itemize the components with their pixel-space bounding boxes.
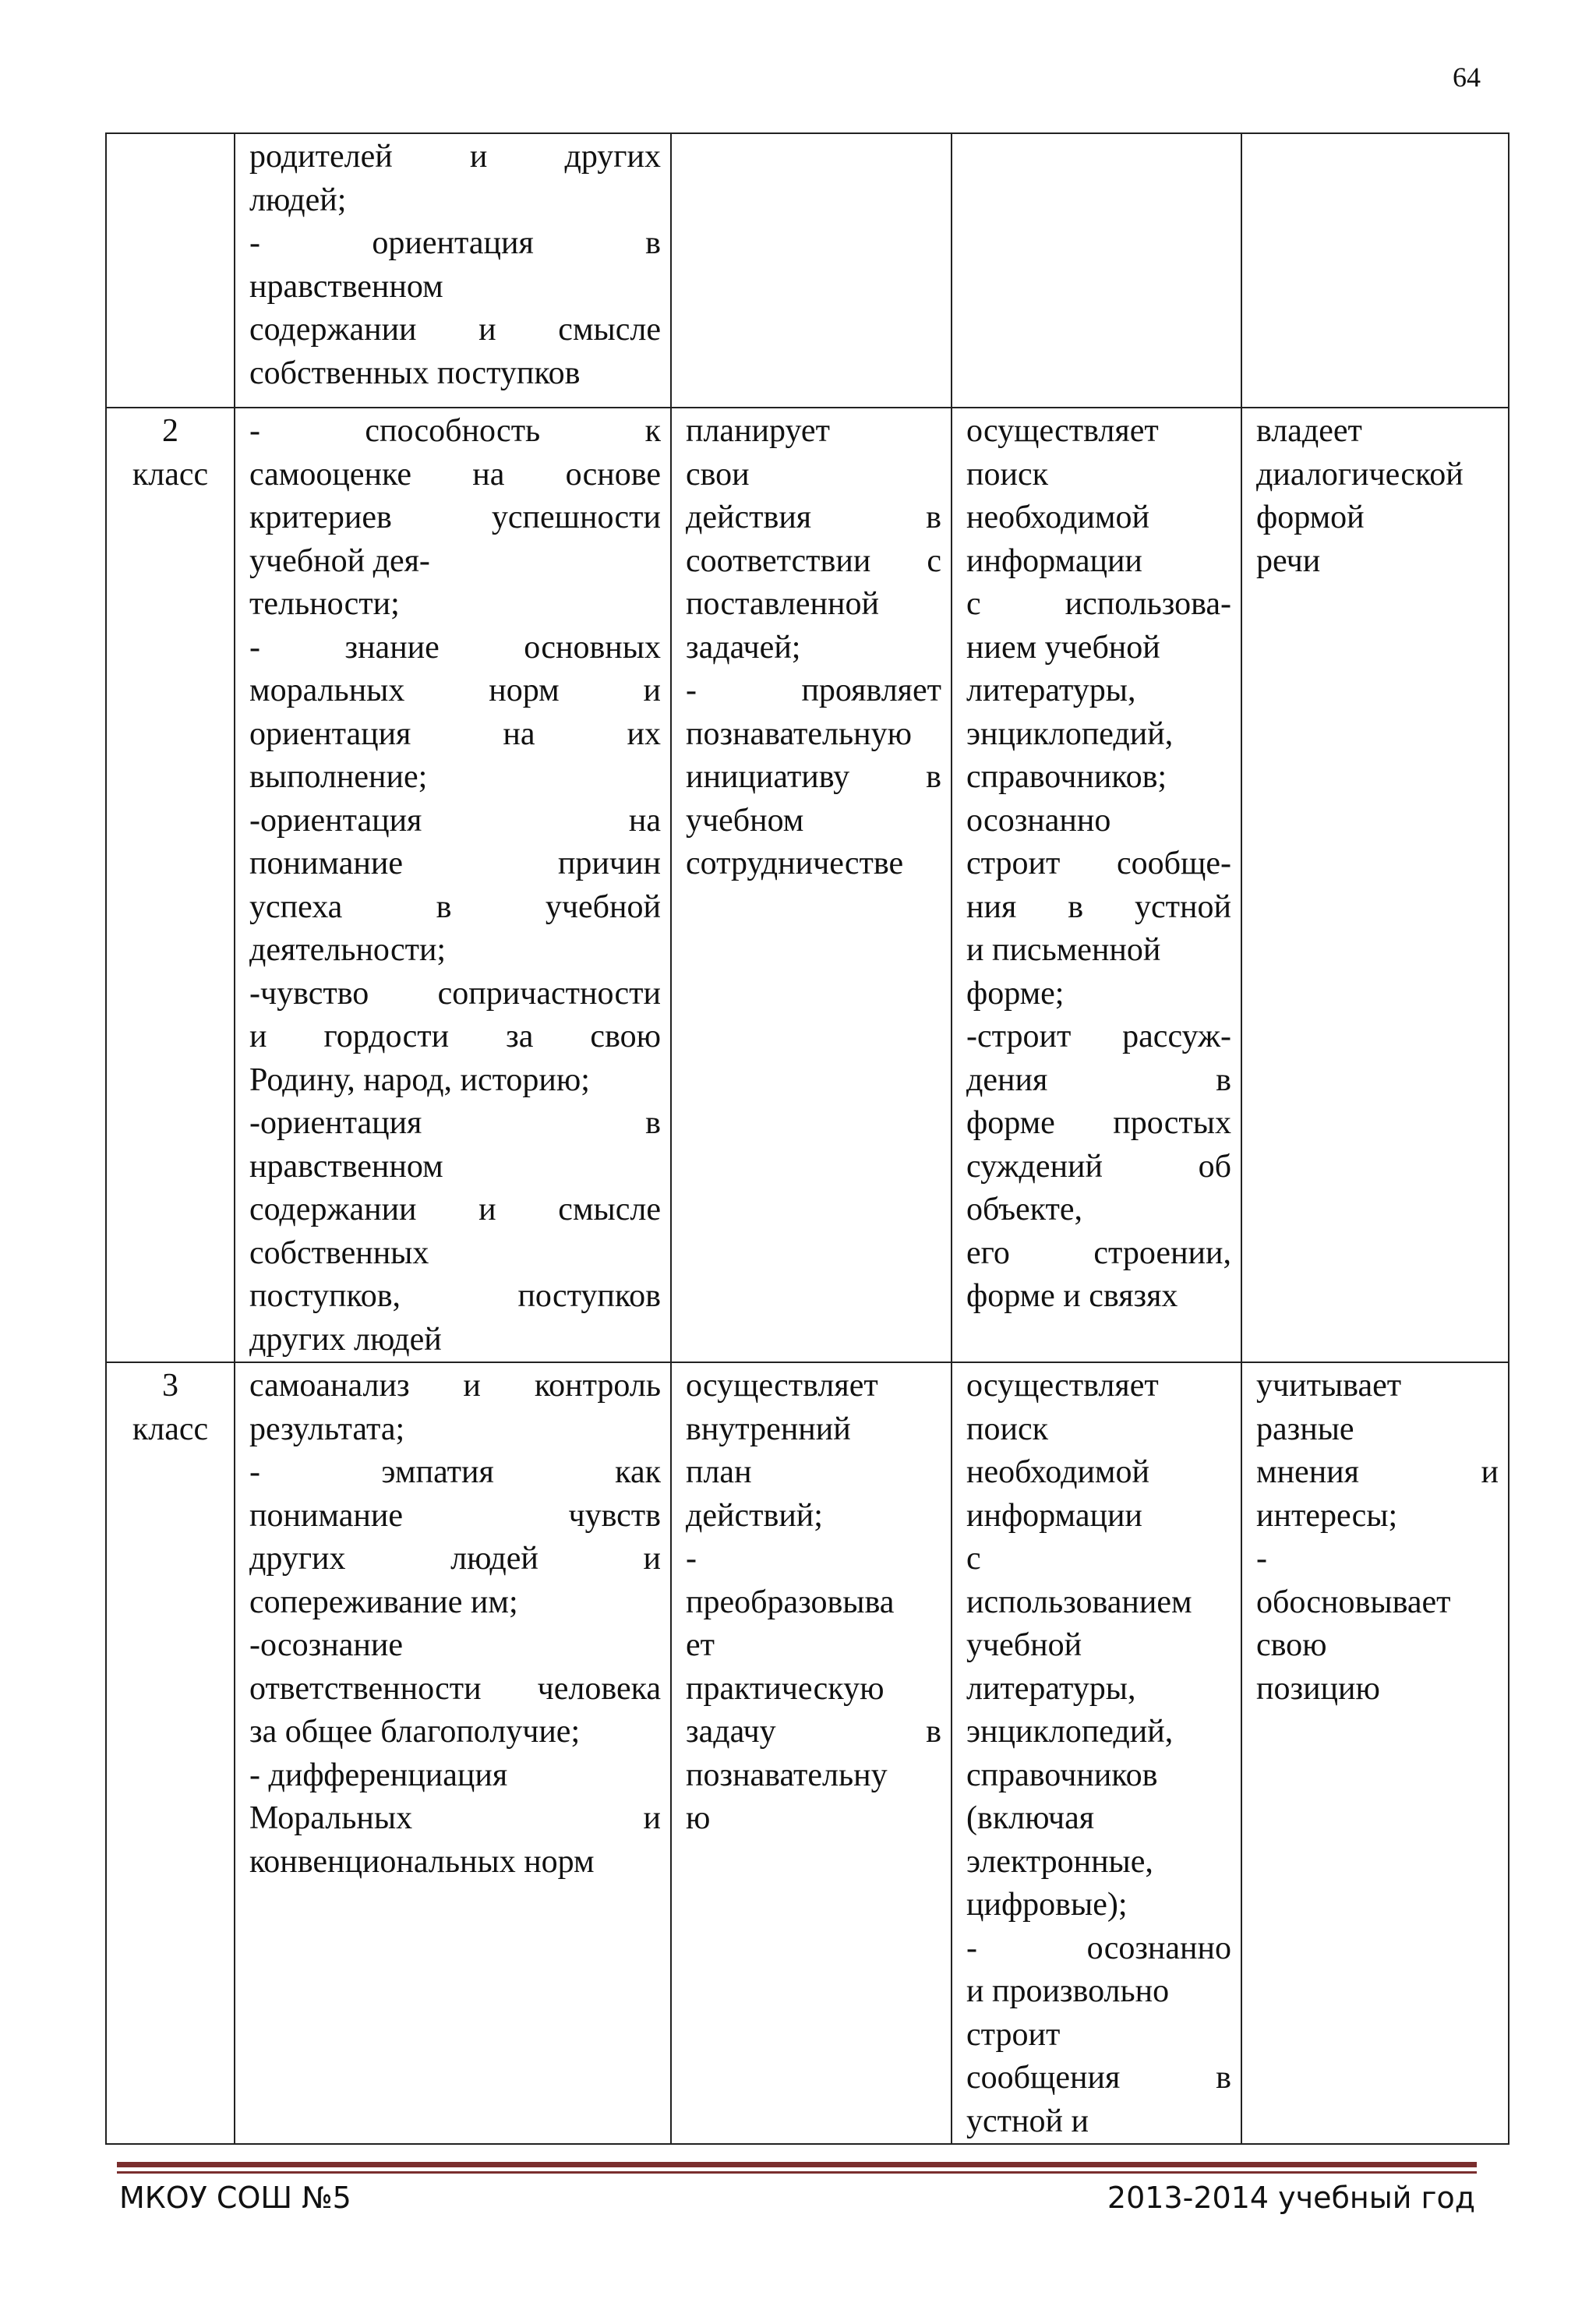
cell-text-line: ответственности человека [249, 1670, 661, 1707]
cell-text-line: понимание чувств [249, 1497, 661, 1534]
cell-text-line: Родину, народ, историю; [249, 1061, 590, 1098]
cell-text-line: его строении, [966, 1234, 1231, 1271]
cell-text-line: учебном [686, 802, 804, 839]
grade-line: 2 [162, 413, 178, 449]
communicative-results-cell [1241, 1362, 1509, 2144]
cell-text-line: строит [966, 2016, 1061, 2053]
cell-text-line: ориентация на их [249, 715, 661, 752]
cell-text-line: -ориентация на [249, 802, 661, 839]
cell-text-line: самооценке на основе [249, 456, 661, 493]
regulatory-results-cell [671, 1362, 952, 2144]
cognitive-results-cell [952, 133, 1241, 408]
cell-text-line: владеет [1256, 413, 1362, 449]
grade-cell [106, 133, 235, 408]
cell-text-line: тельности; [249, 586, 400, 622]
cell-text-line: с использова- [966, 586, 1231, 622]
cell-text-line: содержании и смысле [249, 312, 661, 348]
cell-text-line: необходимой [966, 500, 1149, 535]
cell-text-line: планирует [686, 413, 830, 449]
cell-text-line: практическую [686, 1670, 885, 1707]
cell-text-line: выполнение; [249, 759, 428, 795]
cell-text-line: действий; [686, 1497, 823, 1534]
cell-text-line: поставленной [686, 586, 879, 622]
cell-text-line: сотрудничестве [686, 846, 904, 881]
grade-cell [106, 1362, 235, 2144]
cell-text-line: осознанно [966, 802, 1111, 839]
communicative-results-cell [1241, 408, 1509, 1362]
cell-text-line: Моральных и [249, 1800, 661, 1836]
cell-text-line: электронные, [966, 1843, 1153, 1880]
grade-line: класс [132, 1411, 209, 1447]
cell-text-line: и гордости за свою [249, 1019, 661, 1054]
personal-results-cell [235, 133, 671, 408]
cell-text-line: ю [686, 1800, 711, 1836]
cell-text-line: поиск [966, 1411, 1048, 1447]
cell-text-line: объекте, [966, 1192, 1083, 1227]
cell-text-line: суждений об [966, 1148, 1231, 1185]
cell-text-line: осуществляет [966, 1368, 1159, 1404]
cell-text-line: других людей [249, 1321, 442, 1358]
table-row [106, 408, 1509, 1362]
cell-text-line: за общее благополучие; [249, 1714, 581, 1750]
cell-text-line: задачей; [686, 629, 801, 666]
cell-text-line: форме; [966, 975, 1065, 1012]
cell-text-line: конвенциональных норм [249, 1843, 595, 1880]
cell-text-line: форме и связях [966, 1278, 1178, 1314]
cell-text-line: внутренний [686, 1411, 851, 1447]
cell-text-line: самоанализ и контроль [249, 1368, 661, 1404]
cell-text-line: литературы, [966, 1670, 1136, 1707]
cell-text-line: - дифференциация [249, 1757, 508, 1793]
cell-text-line: познавательну [686, 1757, 888, 1793]
footer-year: 2013-2014 учебный год [1107, 2181, 1475, 2215]
cell-text-line: соответствии с [686, 542, 941, 579]
cell-text-line: понимание причин [249, 846, 661, 881]
cell-text-line: -осознание [249, 1627, 403, 1663]
cell-text-line: ния в устной [966, 888, 1231, 925]
footer-rule-thin [117, 2171, 1477, 2174]
cell-text-line: осуществляет [686, 1368, 878, 1404]
cell-text-line: людей; [249, 182, 347, 218]
cognitive-results-cell [952, 408, 1241, 1362]
cell-text-line: результата; [249, 1411, 405, 1447]
cognitive-results-cell [952, 1362, 1241, 2144]
cell-text-line: строит сообще- [966, 846, 1231, 881]
cell-text-line: сообщения в [966, 2060, 1231, 2096]
cell-text-line: поступков, поступков [249, 1278, 661, 1314]
cell-text-line: успеха в учебной [249, 888, 661, 925]
cell-text-line: собственных [249, 1234, 429, 1271]
cell-text-line: других людей и [249, 1541, 661, 1577]
cell-text-line: деятельности; [249, 932, 447, 968]
regulatory-results-cell [671, 408, 952, 1362]
communicative-results-cell [1241, 133, 1509, 408]
cell-text-line: нравственном [249, 1148, 443, 1185]
cell-text-line: информации [966, 542, 1142, 579]
page-number: 64 [1453, 62, 1481, 93]
cell-text-line: родителей и других [249, 139, 661, 175]
cell-text-line: дения в [966, 1061, 1231, 1098]
grade-line: класс [132, 456, 209, 493]
cell-text-line: моральных норм и [249, 673, 661, 708]
cell-text-line: с [966, 1541, 981, 1577]
cell-text-line: - [1256, 1541, 1267, 1577]
personal-results-cell [235, 408, 671, 1362]
cell-text-line: действия в [686, 500, 941, 535]
cell-text-line: использованием [966, 1584, 1192, 1620]
cell-text-line: - ориентация в [249, 225, 661, 261]
cell-text-line: необходимой [966, 1454, 1149, 1490]
cell-text-line: цифровые); [966, 1887, 1128, 1923]
cell-text-line: - проявляет [686, 673, 941, 708]
regulatory-results-cell [671, 133, 952, 408]
cell-text-line: преобразовыва [686, 1584, 895, 1620]
cell-text-line: задачу в [686, 1714, 941, 1750]
footer-school: МКОУ СОШ №5 [119, 2181, 351, 2215]
cell-text-line: познавательную [686, 715, 912, 752]
personal-results-cell [235, 1362, 671, 2144]
cell-text-line: разные [1256, 1411, 1354, 1447]
cell-text-line: - способность к [249, 413, 661, 449]
cell-text-line: энциклопедий, [966, 715, 1174, 752]
cell-text-line: критериев успешности [249, 500, 661, 535]
table-row [106, 133, 1509, 408]
cell-text-line: - осознанно [966, 1930, 1231, 1966]
cell-text-line: литературы, [966, 673, 1136, 708]
cell-text-line: собственных поступков [249, 355, 581, 391]
cell-text-line: свои [686, 456, 750, 493]
cell-text-line: обосновывает [1256, 1584, 1451, 1620]
cell-text-line: форме простых [966, 1105, 1231, 1141]
cell-text-line: и письменной [966, 932, 1161, 968]
cell-text-line: (включая [966, 1800, 1095, 1836]
cell-text-line: мнения и [1256, 1454, 1499, 1490]
cell-text-line: учебной дея- [249, 542, 430, 579]
cell-text-line: учитывает [1256, 1368, 1402, 1404]
cell-text-line: план [686, 1454, 752, 1490]
cell-text-line: устной и [966, 2103, 1089, 2139]
cell-text-line: справочников [966, 1757, 1158, 1793]
cell-text-line: нием учебной [966, 629, 1160, 666]
table-row [106, 1362, 1509, 2144]
grade-cell [106, 408, 235, 1362]
cell-text-line: и произвольно [966, 1973, 1170, 2009]
cell-text-line: - знание основных [249, 629, 661, 666]
cell-text-line: - эмпатия как [249, 1454, 661, 1490]
cell-text-line: сопереживание им; [249, 1584, 518, 1620]
cell-text-line: содержании и смысле [249, 1192, 661, 1227]
cell-text-line: поиск [966, 456, 1048, 493]
cell-text-line: формой [1256, 500, 1365, 535]
cell-text-line: информации [966, 1497, 1142, 1534]
cell-text-line: справочников; [966, 759, 1167, 795]
cell-text-line: речи [1256, 542, 1321, 579]
cell-text-line: диалогической [1256, 456, 1464, 493]
cell-text-line: -чувство сопричастности [249, 975, 661, 1012]
cell-text-line: осуществляет [966, 413, 1159, 449]
cell-text-line: -строит рассуж- [966, 1019, 1231, 1054]
cell-text-line: -ориентация в [249, 1105, 661, 1141]
cell-text-line: инициативу в [686, 759, 941, 795]
cell-text-line: учебной [966, 1627, 1082, 1663]
footer-rule [117, 2162, 1477, 2167]
cell-text-line: ет [686, 1627, 715, 1663]
cell-text-line: интересы; [1256, 1497, 1398, 1534]
cell-text-line: позицию [1256, 1670, 1380, 1707]
cell-text-line: свою [1256, 1627, 1327, 1663]
cell-text-line: - [686, 1541, 697, 1577]
cell-text-line: энциклопедий, [966, 1714, 1174, 1750]
cell-text-line: нравственном [249, 268, 443, 305]
competency-table [105, 132, 1509, 2145]
grade-line: 3 [162, 1368, 178, 1404]
